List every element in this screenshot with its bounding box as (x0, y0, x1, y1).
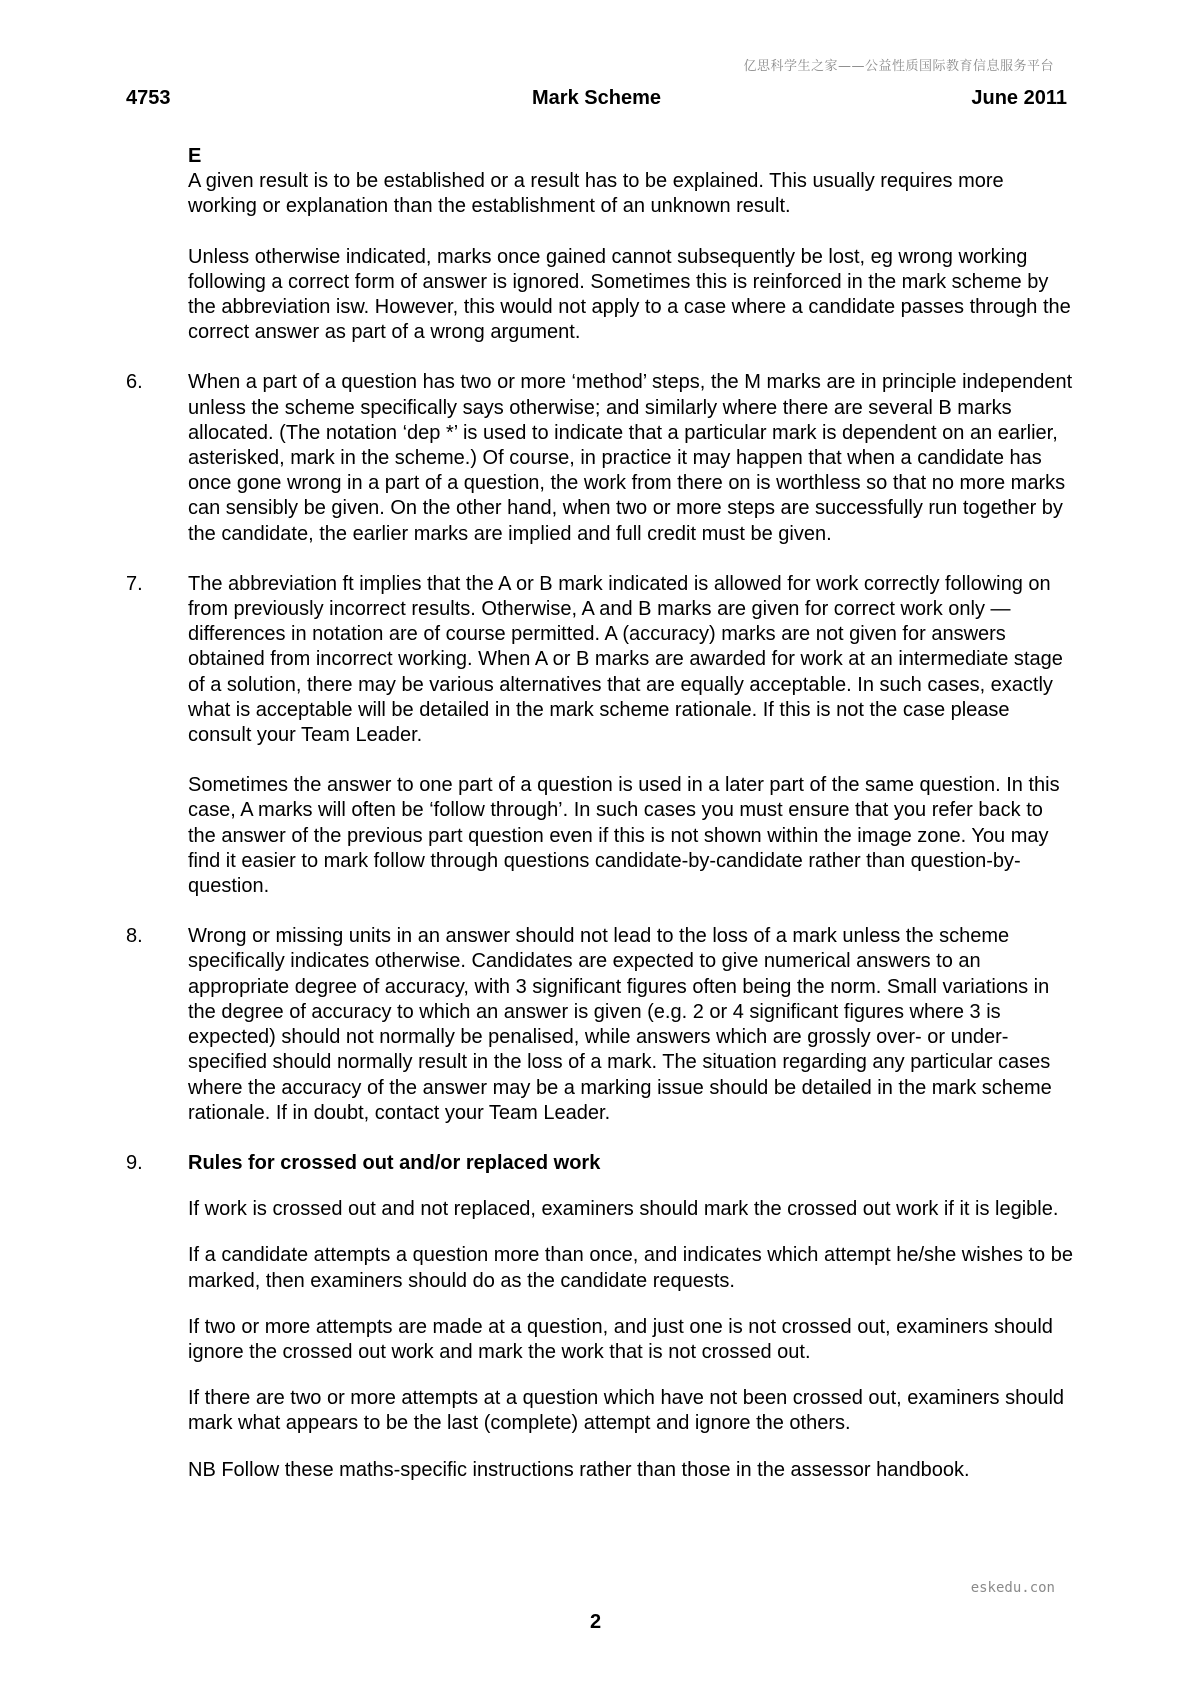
document-title: Mark Scheme (532, 87, 661, 109)
item-9 (126, 1151, 1076, 1483)
item-9-paragraph-3: If two or more attempts are made at a question, and just one is not crossed out, examiners should ignore the crossed out work and mark the work that is not crossed out. (188, 1315, 1053, 1363)
item-number: 6. (126, 371, 143, 394)
page-number: 2 (589, 1611, 602, 1633)
item-number: 9. (126, 1151, 143, 1174)
item-number: 8. (126, 925, 143, 948)
item-7-paragraph-1: The abbreviation ft implies that the A or B mark indicated is allowed for work correctly following on from previously incorrect results. Otherwise, A and B marks are given for correct work only — differences in notation are of course permitted. A (accuracy) marks are not given for answers obtained from incorrect working. When A or B marks are awarded for work at an intermediate stage of a solution, there may be various alternatives that are equally acceptable. In such cases, exactly what is acceptable will be detailed in the mark scheme rationale. If this is not the case please consult your Team Leader. (188, 572, 1063, 747)
item-8-paragraph-1: Wrong or missing units in an answer should not lead to the loss of a mark unless the scheme specifically indicates otherwise. Candidates are expected to give numerical answers to an appropriate degree of accuracy, with 3 significant figures often being the norm. Small variations in the degree of accuracy to which an answer is given (e.g. 2 or 4 significant figures where 3 is expected) should not normally be penalised, while answers which are grossly over- or under-specified should normally result in the loss of a mark. The situation regarding any particular cases where the accuracy of the answer may be a marking issue should be detailed in the mark scheme rationale. If in doubt, contact your Team Leader. (188, 925, 1052, 1124)
item-7-paragraph-2: Sometimes the answer to one part of a question is used in a later part of the same question. In this case, A marks will often be ‘follow through’. In such cases you must ensure that you refer back to the answer of the previous part question even if this is not shown within the image zone. You may find it easier to mark follow through questions candidate-by-candidate rather than question-by-question. (188, 774, 1060, 898)
item-9-paragraph-1: If work is crossed out and not replaced, examiners should mark the crossed out work if it is legible. (188, 1198, 1059, 1221)
watermark-top: 亿思科学生之家——公益性质国际教育信息服务平台 (743, 59, 1054, 74)
exam-date: June 2011 (971, 87, 1067, 109)
page-header (126, 87, 1067, 113)
section-e (126, 144, 1076, 345)
section-e-paragraph-1: A given result is to be established or a result has to be explained. This usually requires more working or explanation than the establishment of an unknown result. (188, 170, 1004, 218)
item-9-heading: Rules for crossed out and/or replaced work (188, 1151, 601, 1174)
item-8 (126, 924, 1076, 1126)
paper-code: 4753 (126, 87, 171, 109)
document-body (126, 144, 1076, 1483)
item-7 (126, 572, 1076, 899)
item-6 (126, 370, 1076, 546)
section-e-paragraph-2: Unless otherwise indicated, marks once gained cannot subsequently be lost, eg wrong working following a correct form of answer is ignored. Sometimes this is reinforced in the mark scheme by the abbreviation isw. However, this would not apply to a case where a candidate passes through the correct answer as part of a wrong argument. (188, 245, 1071, 344)
item-9-paragraph-2: If a candidate attempts a question more than once, and indicates which attempt he/she wishes to be marked, then examiners should do as the candidate requests. (188, 1244, 1073, 1292)
item-9-paragraph-4: If there are two or more attempts at a question which have not been crossed out, examiners should mark what appears to be the last (complete) attempt and ignore the others. (188, 1387, 1065, 1435)
section-e-label: E (188, 145, 202, 167)
item-9-paragraph-5: NB Follow these maths-specific instructions rather than those in the assessor handbook. (188, 1458, 970, 1481)
item-6-paragraph-1: When a part of a question has two or more ‘method’ steps, the M marks are in principle independent unless the scheme specifically says otherwise; and similarly where there are several B marks allocated. (The notation ‘dep *’ is used to indicate that a particular mark is dependent on an earlier, asterisked, mark in the scheme.) Of course, in practice it may happen that when a candidate has once gone wrong in a part of a question, the work from there on is worthless so that no more marks can sensibly be given. On the other hand, when two or more steps are successfully run together by the candidate, the earlier marks are implied and full credit must be given. (188, 371, 1073, 545)
watermark-bottom: eskedu.con (970, 1580, 1055, 1596)
item-number: 7. (126, 572, 143, 595)
